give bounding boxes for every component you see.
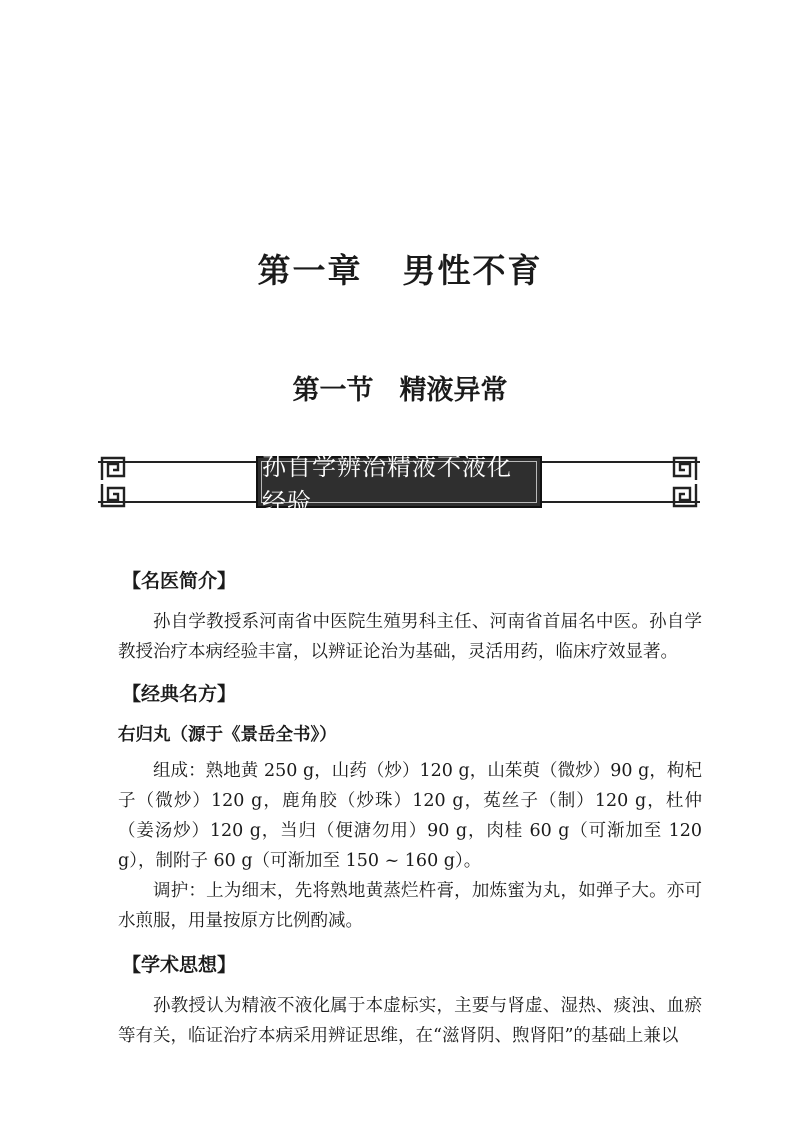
section-number: 第一节 [292, 375, 374, 406]
chapter-title [0, 245, 800, 292]
fret-ornament-icon [672, 482, 698, 508]
formula-composition: 组成：熟地黄 250 g，山药（炒）120 g，山茱萸（微炒）90 g，枸杞子（微炒）120 g，鹿角胶（炒珠）120 g，菟丝子（制）120 g，杜仲（姜汤炒）120 g，当归（便溏勿用）90 g，肉桂 60 g（可渐加至 120 g），制附子 60 g（可渐加至 150 ~ 160 g）。 [118, 761, 702, 871]
intro-heading: 【名医简介】 [122, 570, 237, 592]
banner-title-box [256, 453, 542, 516]
article-body [118, 566, 702, 1063]
intro-paragraph: 孙自学教授系河南省中医院生殖男科主任、河南省首届名中医。孙自学教授治疗本病经验丰富，以辨证论治为基础，灵活用药，临床疗效显著。 [118, 612, 702, 662]
thought-paragraph: 孙教授认为精液不液化属于本虚标实，主要与肾虚、湿热、痰浊、血瘀等有关，临证治疗本病采用辨证思维，在“滋肾阴、煦肾阳”的基础上兼以 [118, 996, 702, 1046]
section-title [0, 368, 800, 407]
article-title: 孙自学辨治精液不液化经验 [262, 453, 512, 516]
formula-preparation: 调护：上为细末，先将熟地黄蒸烂杵膏，加炼蜜为丸，如弹子大。亦可水煎服，用量按原方比例酌减。 [118, 881, 702, 931]
formula-name: 右归丸（源于《景岳全书》） [118, 725, 337, 745]
fret-ornament-icon [672, 456, 698, 482]
section-name: 精液异常 [399, 375, 508, 406]
chapter-name: 男性不育 [402, 251, 543, 290]
chapter-number: 第一章 [257, 251, 363, 290]
thought-heading: 【学术思想】 [122, 954, 237, 976]
fret-ornament-icon [100, 456, 126, 482]
formula-heading: 【经典名方】 [122, 683, 237, 705]
fret-ornament-icon [100, 482, 126, 508]
article-title-banner [98, 453, 700, 516]
